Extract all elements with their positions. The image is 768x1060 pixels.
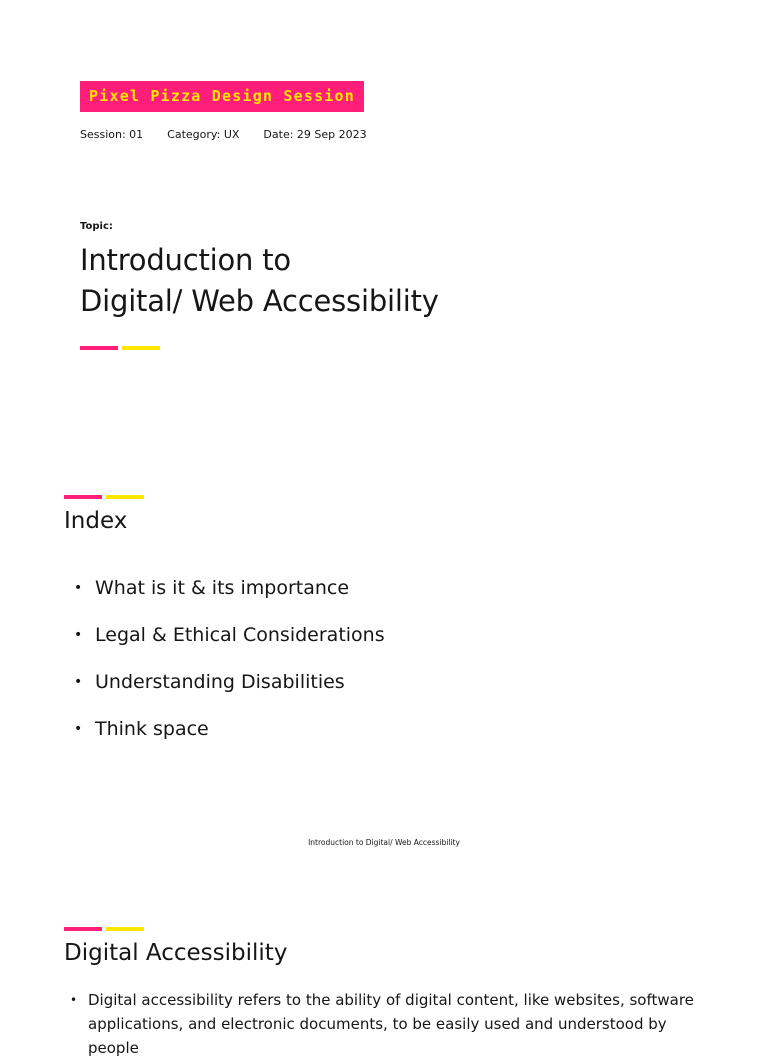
index-item-label: Understanding Disabilities [95, 670, 345, 693]
session-category: Category: UX [167, 128, 240, 141]
section-accent-bars [64, 927, 144, 931]
page-title-line-2: Digital/ Web Accessibility [80, 284, 439, 318]
accent-bar-yellow [122, 346, 160, 350]
index-item [74, 611, 385, 658]
page-title [80, 240, 439, 322]
index-item-label: What is it & its importance [95, 576, 350, 599]
index-item [74, 564, 385, 611]
index-item-label: Legal & Ethical Considerations [95, 623, 385, 646]
accent-bar-yellow [106, 495, 144, 499]
bullet-icon: • [74, 720, 83, 737]
slide-footer: Introduction to Digital/ Web Accessibility [308, 838, 460, 847]
accent-bar-yellow [106, 927, 144, 931]
accent-bar-pink [64, 495, 102, 499]
title-accent-bars [80, 346, 160, 350]
bullet-icon: • [74, 626, 83, 643]
page-title-line-1: Introduction to [80, 243, 291, 277]
index-item [74, 705, 385, 752]
accent-bar-pink [64, 927, 102, 931]
index-accent-bars [64, 495, 144, 499]
index-item [74, 658, 385, 705]
bullet-icon: • [74, 673, 83, 690]
digital-accessibility-points [70, 988, 710, 1060]
bullet-icon: • [70, 993, 78, 1007]
accent-bar-pink [80, 346, 118, 350]
session-meta [80, 128, 367, 141]
session-date: Date: 29 Sep 2023 [263, 128, 367, 141]
digital-accessibility-heading: Digital Accessibility [64, 940, 288, 966]
point-text: Digital accessibility refers to the ability of digital content, like websites, software applications, and electronic documents, to be easily used and understood by people [88, 991, 694, 1057]
topic-label: Topic: [80, 221, 113, 232]
session-number: Session: 01 [80, 128, 144, 141]
brand-badge-text: Pixel Pizza Design Session [89, 87, 355, 105]
index-list [74, 564, 385, 752]
index-heading: Index [64, 508, 128, 534]
list-item [70, 988, 710, 1060]
bullet-icon: • [74, 579, 83, 596]
brand-badge [80, 81, 364, 112]
index-item-label: Think space [95, 717, 209, 740]
